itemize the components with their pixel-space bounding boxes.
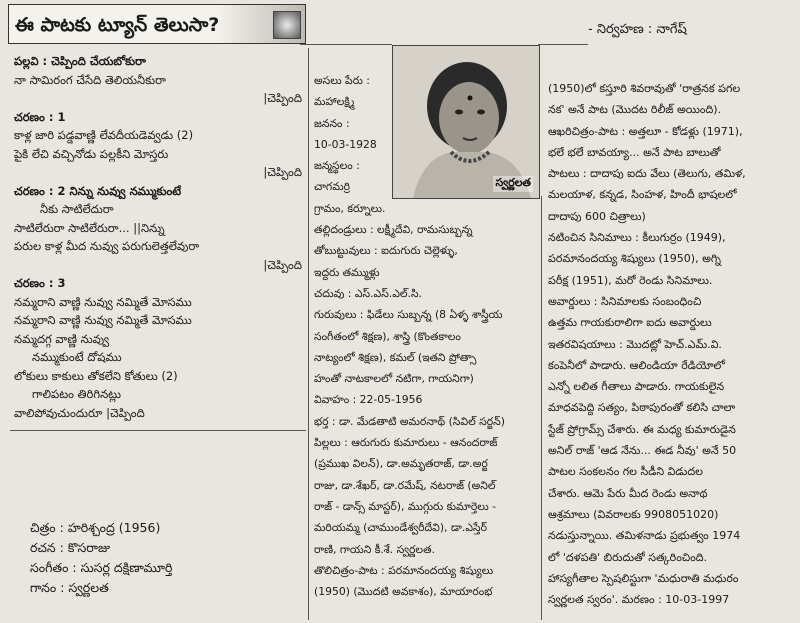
bio-line: మహాలక్ష్మి xyxy=(314,95,355,109)
credit-row xyxy=(30,578,300,598)
bio-line: జన్మస్థలం : xyxy=(314,159,360,173)
career-line: నటించిన సినిమాలు : కీలుగుర్రం (1949), xyxy=(548,231,726,245)
lyric-line: నీకు సాటిలేదురా xyxy=(40,202,114,216)
lyric-line: నా సామిరంగ చేసేది తెలియనీకురా xyxy=(14,72,166,87)
career-line: స్టేజ్ ప్రోగ్రామ్స్ చేశారు. ఈ మధ్య కుమారుడైన xyxy=(548,422,736,436)
career-column xyxy=(548,78,796,610)
credit-row xyxy=(30,538,300,558)
lyric-line: సాటిలేరురా సాటిలేరురా... ||నిన్ను xyxy=(14,220,165,235)
bio-line: మరియమ్మ (చాముండేశ్వరీదేవి), డా.ఎస్తేర్ xyxy=(314,521,488,535)
lyric-line: నమ్ముకుంటే దోషము xyxy=(32,350,122,364)
bio-line: ఇద్దరు తమ్ముళ్లు xyxy=(314,265,380,279)
career-line: ఆశ్రమాలు (వివరాలకు 9908051020) xyxy=(548,507,719,521)
bio-line: గ్రామం, కర్నూలు. xyxy=(314,201,386,215)
career-line: లో 'దళపతి' బిరుదుతో సత్కరించింది. xyxy=(548,550,708,564)
career-line: స్వర్ణలత స్వరం'. మరణం : 10-03-1997 xyxy=(548,593,730,607)
bio-line: హంతో నాటకాలలో నటిగా, గాయనిగా) xyxy=(314,372,474,386)
bio-line: అసలు పేరు : xyxy=(314,74,370,87)
article-title xyxy=(8,4,306,44)
bio-line: తోబుట్టువులు : ఐదుగురు చెల్లెళ్ళు, xyxy=(314,244,458,258)
bio-line: (1950) (మొదటి అవకాశం), మాయారంభ xyxy=(314,585,493,599)
bio-line: రాజ్ - డాన్స్ మాస్టర్), ముగ్గురు కుమార్తెలు - xyxy=(314,499,497,513)
credit-label: సంగీతం : xyxy=(30,560,77,575)
credit-label: రచన : xyxy=(30,540,64,555)
bio-line: చదువు : ఎస్.ఎస్.ఎల్.సి. xyxy=(314,286,422,300)
career-line: పరమానందయ్య శిష్యులు (1950), అగ్ని xyxy=(548,252,721,266)
bio-line: భర్త : డా. మేడతాటి అమరనాథ్ (సివిల్ సర్జన్) xyxy=(314,414,505,428)
lyric-line: నమ్మదగ్గ వాణ్ణి నువ్వు xyxy=(14,331,110,346)
bio-line: పిల్లలు : ఆరుగురు కుమారులు - ఆనందరాజ్ xyxy=(314,436,498,450)
career-line: మాధవపెద్ది సత్యం, పిఠాపురంతో కలిసి చాలా xyxy=(548,401,736,415)
bio-line: 10-03-1928 xyxy=(314,137,377,151)
bio-line: చాగమర్రి xyxy=(314,180,351,194)
lyric-line: కాళ్ల జారి పడ్డవాణ్ణి లేవదీయడెవ్వడు (2) xyxy=(14,128,194,142)
credit-value: స్వర్ణలత xyxy=(68,580,109,595)
career-line: కంపెనీలో పాడారు. ఆలిండియా రేడియోలో xyxy=(548,358,725,372)
byline: - నిర్వహణ : నాగేష్ xyxy=(588,22,687,37)
bio-line: తొలిచిత్రం-పాట : పరమానందయ్య శిష్యులు xyxy=(314,563,494,577)
bio-line: రాజు, డా.శేఖర్, డా.రమేష్, నటరాజ్ (అనిల్ xyxy=(314,478,496,492)
bio-line: తల్లిదండ్రులు : లక్ష్మీదేవి, రామసుబ్బన్న xyxy=(314,223,473,237)
bio-line: గురువులు : ఫిడేలు సుబ్బన్న (8 ఏళ్ళ శాస్త్రీయ xyxy=(314,308,503,322)
lyric-line: నమ్మరాని వాణ్ణి నువ్వు నమ్మితే మోసము xyxy=(14,313,192,327)
lyric-line: చరణం : 3 xyxy=(14,276,66,290)
lyric-line: చరణం : 1 xyxy=(14,109,66,124)
credit-row xyxy=(30,558,300,578)
title-text: ఈ పాటకు ట్యూన్ తెలుసా? xyxy=(15,14,220,36)
credit-value: సుసర్ల దక్షిణామూర్తి xyxy=(80,560,173,575)
lyric-line: |చెప్పింది xyxy=(263,91,302,105)
column-divider xyxy=(308,48,309,620)
career-line: (1950)లో కస్తూరి శివరావుతో 'రాత్రనక పగల xyxy=(548,82,741,95)
career-line: ఇతరవిషయాలు : మొదట్లో హెచ్.ఎమ్.వి. xyxy=(548,337,722,351)
bio-line: వివాహం : 22-05-1956 xyxy=(314,393,423,407)
bio-line: (ప్రముఖ విలన్), డా.అమృతరాజ్, డా.అర్జ xyxy=(314,457,488,471)
singer-photo xyxy=(392,45,540,199)
bio-line: సంగీతంలో శిక్షణ), శాస్త్రి (కొంతకాలం xyxy=(314,329,461,343)
photo-caption: స్వర్ణలత xyxy=(493,176,533,192)
career-line: అవార్డులు : సినిమాలకు సంబంధించి xyxy=(548,294,702,308)
career-line: అనిల్ రాజ్ 'ఆడ నేను... ఈడ నీవు' అనే 50 xyxy=(548,444,737,458)
credit-value: కొసరాజు xyxy=(67,540,111,555)
career-line: నడుస్తున్నాయి. తమిళనాడు ప్రభుత్వం 1974 xyxy=(548,529,741,543)
lyric-line: పరుల కాళ్ల మీద నువ్వు పరుగులెత్తలేవురా xyxy=(14,239,200,253)
credit-label: చిత్రం : xyxy=(30,520,64,535)
career-line: మలయాళ, కన్నడ, సింహళ, హిందీ భాషలలో xyxy=(548,188,737,202)
career-line: ఉత్తమ గాయకురాలిగా ఐదు అవార్డులు xyxy=(548,316,712,330)
lyrics-column xyxy=(14,52,302,422)
career-line: పాటలు : దాదాపు ఐదు వేలు (తెలుగు, తమిళ, xyxy=(548,167,746,181)
career-line: నక' అనే పాట (మొదట రిలీజ్ అయింది). xyxy=(548,103,722,117)
lyric-line: |చెప్పింది xyxy=(263,257,302,272)
bio-line: రాణి, గాయని కీ.శే. స్వర్ణలత. xyxy=(314,542,435,556)
lyric-line: వాలిపోవుచుందురూ |చెప్పింది xyxy=(14,405,145,420)
lyric-line: పల్లవి : చెప్పింది చేయబోకురా xyxy=(14,54,146,68)
lyric-line: గాలిపటం తిరిగినట్లు xyxy=(32,387,122,401)
divider xyxy=(10,430,306,431)
bio-line: నాట్యంలో శిక్షణ), కమల్ (ఇతని ప్రోత్సా xyxy=(314,350,477,364)
career-line: దాదాపు 600 చిత్రాలు) xyxy=(548,209,646,223)
career-line: పరీక్ష (1951), మరో రెండు సినిమాలు. xyxy=(548,273,713,287)
credit-label: గానం : xyxy=(30,580,65,595)
career-line: చేశారు. ఆమె పేరు మీద రెండు అనాథ xyxy=(548,486,708,500)
credit-row xyxy=(30,518,300,538)
title-decoration-icon xyxy=(273,11,301,39)
lyric-line: చరణం : 2 నిన్ను నువ్వు నమ్ముకుంటే xyxy=(14,183,182,198)
career-line: ఆఖరిచిత్రం-పాట : అత్తలూ - కోడళ్లు (1971), xyxy=(548,124,743,138)
career-line: ఎన్నో లలిత గీతాలు పాడారు. గాయకులైన xyxy=(548,380,725,394)
divider xyxy=(300,44,392,45)
lyric-line: |చెప్పింది xyxy=(263,165,302,179)
lyric-line: లోకులు కాకులు తోకలేని కోతులు (2) xyxy=(14,368,178,383)
career-line: హాస్యగీతాల స్పెషలిస్టుగా 'మధురాతి మధురం xyxy=(548,571,739,585)
credit-value: హరిశ్చంద్ర (1956) xyxy=(67,520,161,535)
column-divider xyxy=(541,196,542,620)
bio-line: జననం : xyxy=(314,116,350,130)
career-line: పాటల సంకలనం గల సీడీని విడుదల xyxy=(548,465,703,479)
divider xyxy=(538,44,588,45)
song-credits xyxy=(30,518,300,598)
lyric-line: పైకి లేచి వచ్చినోడు పల్లకీని మోస్తరు xyxy=(14,146,169,161)
lyric-line: నమ్మరాని వాణ్ణి నువ్వు నమ్మితే మోసము xyxy=(14,294,192,309)
career-line: భలే భలే బావయ్యా... అనే పాట బాలుతో xyxy=(548,145,721,159)
